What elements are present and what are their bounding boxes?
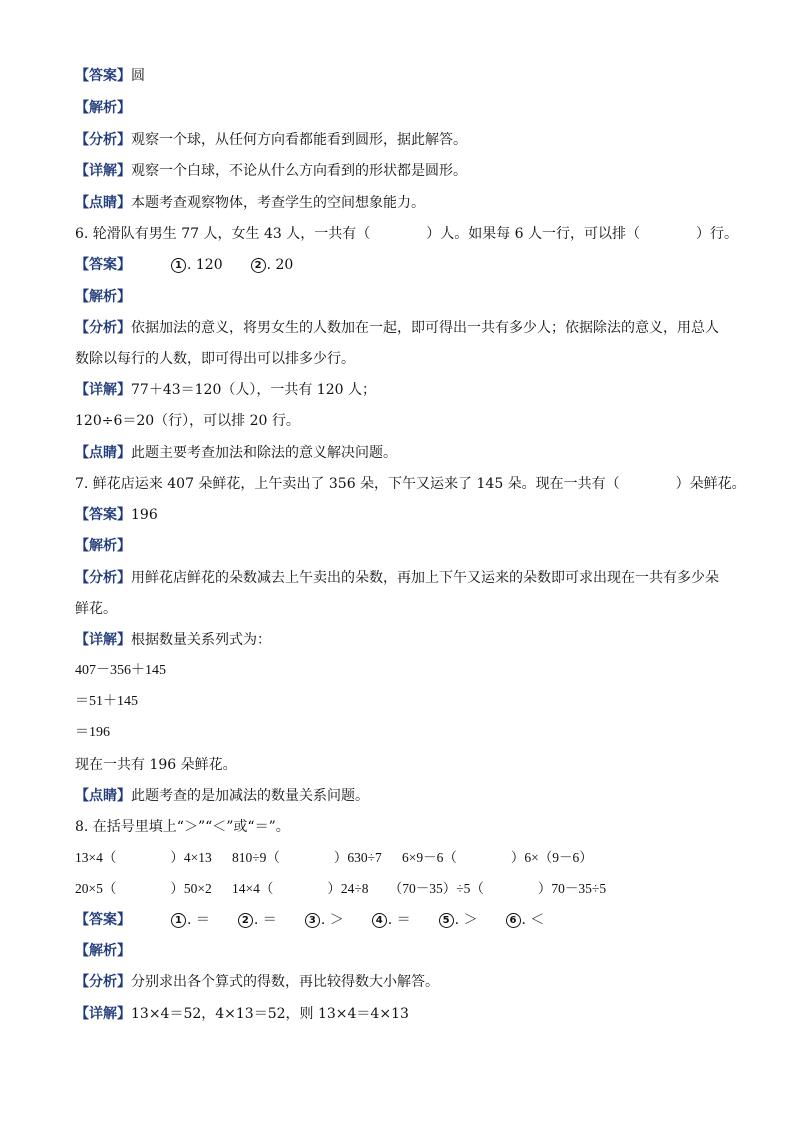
explain-tag: 【解析】: [75, 943, 131, 959]
detail-tag: 【详解】: [75, 382, 131, 398]
explain-tag: 【解析】: [75, 100, 131, 116]
q7-detail: 根据数量关系列式为：: [131, 632, 271, 648]
detail-tag: 【详解】: [75, 163, 131, 179]
circled-number: 1: [171, 913, 186, 928]
q8-answer-line: [75, 910, 572, 930]
q7-point-line: [75, 786, 369, 806]
circled-number: 1: [171, 258, 186, 273]
answer-value: . ＝: [387, 912, 411, 928]
q8-detail-line: [75, 1004, 409, 1024]
q6-answer-line: [75, 255, 321, 275]
q5-answer-line: [75, 66, 145, 86]
q8-answer-5: [439, 910, 478, 930]
answer-value: . ＞: [454, 912, 478, 928]
q7-calc-3: ＝196: [75, 725, 110, 740]
detail-tag: 【详解】: [75, 1006, 131, 1022]
q5-analysis-line: [75, 130, 467, 150]
q6-analysis-line-2: 数除以每行的人数，即可得出可以排多少行。: [75, 351, 355, 367]
q5-explain-line: [75, 98, 131, 118]
q6-question: 6. 轮滑队有男生 77 人，女生 43 人，一共有（ ）人。如果每 6 人一行，可以排（ ）行。: [75, 226, 739, 242]
q7-answer-line: [75, 505, 158, 525]
q8-answer-1: [171, 910, 210, 930]
analysis-tag: 【分析】: [75, 132, 131, 148]
answer-tag: 【答案】: [75, 257, 131, 273]
q6-detail-line-2: 120÷6＝20（行），可以排 20 行。: [75, 413, 300, 429]
circled-number: 2: [238, 913, 253, 928]
q5-point: 本题考查观察物体，考查学生的空间想象能力。: [131, 195, 425, 211]
point-tag: 【点睛】: [75, 195, 131, 211]
q7-calc-2: ＝51＋145: [75, 694, 138, 709]
answer-value: . 120: [187, 257, 223, 273]
answer-value: . ＝: [253, 912, 277, 928]
q6-answer-1: [171, 255, 223, 275]
circled-number: 2: [251, 258, 266, 273]
answer-tag: 【答案】: [75, 912, 131, 928]
q6-point: 此题主要考查加法和除法的意义解决问题。: [131, 445, 397, 461]
q8-answer-2: [238, 910, 277, 930]
answer-value: . ＞: [320, 912, 344, 928]
q5-answer: 圆: [131, 68, 145, 84]
q7-explain-line: [75, 536, 131, 556]
q7-question: 7. 鲜花店运来 407 朵鲜花，上午卖出了 356 朵，下午又运来了 145 朵。现在一共有（ ）朵鲜花。: [75, 476, 746, 492]
circled-number: 4: [372, 913, 387, 928]
q7-analysis-line-2: 鲜花。: [75, 601, 117, 617]
detail-tag: 【详解】: [75, 632, 131, 648]
q6-detail-1: 77＋43＝120（人），一共有 120 人；: [131, 382, 376, 398]
q8-answer-3: [305, 910, 344, 930]
q7-analysis-1: 用鲜花店鲜花的朵数减去上午卖出的朵数，再加上下午又运来的朵数即可求出现在一共有多少朵: [131, 570, 719, 586]
q7-point: 此题考查的是加减法的数量关系问题。: [131, 788, 369, 804]
answer-tag: 【答案】: [75, 507, 131, 523]
q8-row-2: 20×5（ ）50×2 14×4（ ）24÷8 （70－35）÷5（ ）70－35÷5: [75, 881, 607, 896]
explain-tag: 【解析】: [75, 538, 131, 554]
analysis-tag: 【分析】: [75, 570, 131, 586]
circled-number: 5: [439, 913, 454, 928]
q8-answer-4: [372, 910, 411, 930]
analysis-tag: 【分析】: [75, 320, 131, 336]
analysis-tag: 【分析】: [75, 974, 131, 990]
q7-answer: 196: [131, 507, 158, 523]
answer-value: . ＝: [187, 912, 210, 928]
q8-analysis-line: [75, 972, 439, 992]
q8-explain-line: [75, 941, 131, 961]
q5-analysis: 观察一个球，从任何方向看都能看到圆形，据此解答。: [131, 132, 467, 148]
q8-row-1: 13×4（ ）4×13 810÷9（ ）630÷7 6×9－6（ ）6×（9－6）: [75, 850, 593, 865]
q8-answer-6: [506, 910, 545, 930]
q8-question: 8. 在括号里填上“＞”“＜”或“＝”。: [75, 819, 290, 835]
q7-detail-line: [75, 630, 271, 650]
q5-point-line: [75, 193, 425, 213]
q8-detail: 13×4＝52，4×13＝52，则 13×4＝4×13: [131, 1006, 409, 1022]
q7-analysis-line-1: [75, 568, 719, 588]
q6-answer-2: [251, 255, 294, 275]
circled-number: 6: [506, 913, 521, 928]
point-tag: 【点睛】: [75, 445, 131, 461]
circled-number: 3: [305, 913, 320, 928]
q6-analysis-1: 依据加法的意义，将男女生的人数加在一起，即可得出一共有多少人；依据除法的意义，用总人: [131, 320, 719, 336]
point-tag: 【点睛】: [75, 788, 131, 804]
q6-detail-line-1: [75, 380, 376, 400]
answer-tag: 【答案】: [75, 68, 131, 84]
q5-detail-line: [75, 161, 467, 181]
q5-detail: 观察一个白球，不论从什么方向看到的形状都是圆形。: [131, 163, 467, 179]
q7-conclusion: 现在一共有 196 朵鲜花。: [75, 757, 237, 773]
answer-value: . 20: [266, 257, 294, 273]
q6-point-line: [75, 443, 397, 463]
answer-value: . ＜: [521, 912, 545, 928]
q6-explain-line: [75, 287, 131, 307]
q8-analysis: 分别求出各个算式的得数，再比较得数大小解答。: [131, 974, 439, 990]
q7-calc-1: 407－356＋145: [75, 663, 166, 678]
explain-tag: 【解析】: [75, 289, 131, 305]
q6-analysis-line-1: [75, 318, 719, 338]
